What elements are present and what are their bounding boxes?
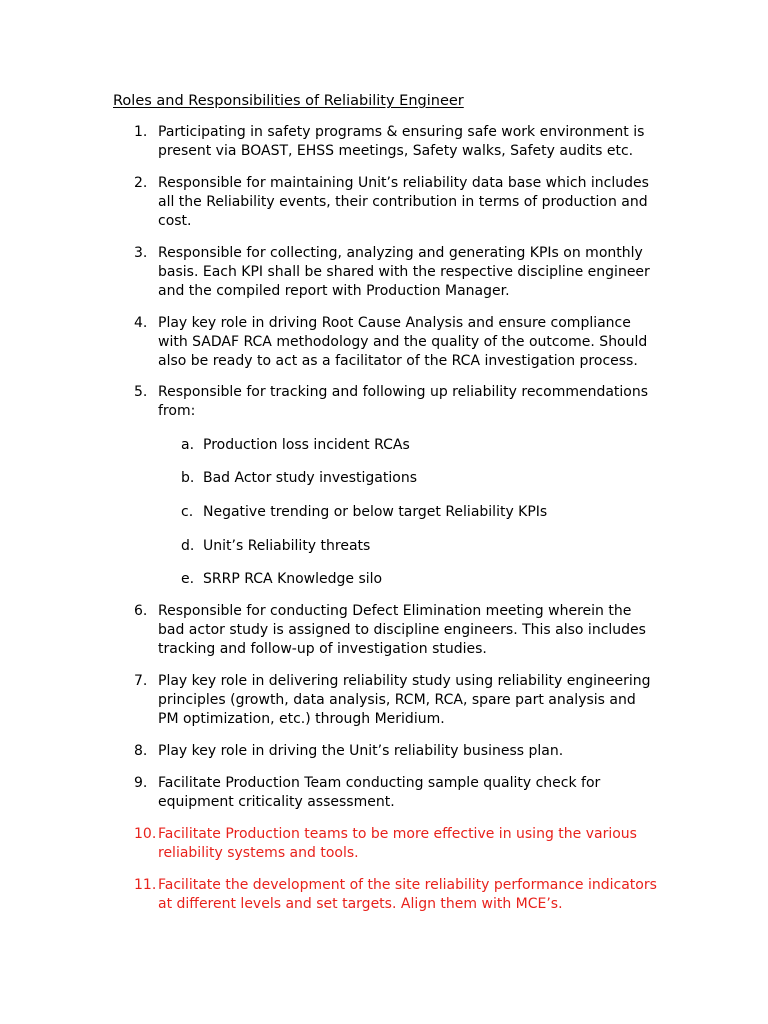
list-item-number: 1.: [134, 124, 148, 140]
sub-list-item-text: Unit’s Reliability threats: [203, 538, 371, 554]
list-item-number: 8.: [134, 743, 148, 759]
list-item-number: 5.: [134, 384, 148, 400]
list-item-number: 11.: [134, 877, 157, 893]
sub-list-item-letter: b.: [181, 470, 195, 486]
sub-list-item-letter: e.: [181, 571, 195, 587]
list-item-text: Play key role in driving the Unit’s reliability business plan.: [158, 743, 564, 759]
list-item-text: Play key role in driving Root Cause Analysis and ensure compliance with SADAF RCA methodology and the quality of the outcome. Should also be ready to act as a facilitator of the RCA investigation process.: [158, 315, 648, 369]
list-item-text: Facilitate the development of the site reliability performance indicators at different levels and set targets. Align them with MCE’s.: [158, 877, 657, 912]
list-item-number: 7.: [134, 673, 148, 689]
list-item-text: Responsible for tracking and following up reliability recommendations from:: [158, 384, 649, 419]
list-item-text: Facilitate Production teams to be more effective in using the various reliability systems and tools.: [158, 826, 637, 861]
list-item-text: Participating in safety programs & ensuring safe work environment is present via BOAST, EHSS meetings, Safety walks, Safety audits etc.: [158, 124, 645, 159]
sub-list-item-letter: a.: [181, 437, 195, 453]
list-item-number: 2.: [134, 175, 148, 191]
document-title: Roles and Responsibilities of Reliability Engineer: [113, 93, 464, 109]
list-item-text: Responsible for maintaining Unit’s reliability data base which includes all the Reliability events, their contribution in terms of production and cost.: [158, 175, 649, 229]
sub-list-item-text: Bad Actor study investigations: [203, 470, 417, 486]
sub-list-item-text: Negative trending or below target Reliability KPIs: [203, 504, 548, 520]
list-item-text: Responsible for collecting, analyzing and generating KPIs on monthly basis. Each KPI shall be shared with the respective discipline engineer and the compiled report with Production Manager.: [158, 245, 650, 299]
list-item-number: 9.: [134, 775, 148, 791]
list-item-number: 10.: [134, 826, 157, 842]
list-item-number: 3.: [134, 245, 148, 261]
sub-list-item-text: Production loss incident RCAs: [203, 437, 410, 453]
sub-list-item-text: SRRP RCA Knowledge silo: [203, 571, 383, 587]
list-item-text: Responsible for conducting Defect Elimination meeting wherein the bad actor study is assigned to discipline engineers. This also includes tracking and follow-up of investigation studies.: [158, 603, 646, 657]
list-item-text: Facilitate Production Team conducting sample quality check for equipment criticality assessment.: [158, 775, 601, 810]
sub-list-item-letter: d.: [181, 538, 195, 554]
sub-list-item-letter: c.: [181, 504, 194, 520]
list-item-text: Play key role in delivering reliability study using reliability engineering principles (growth, data analysis, RCM, RCA, spare part analysis and PM optimization, etc.) through Meridium.: [158, 673, 651, 727]
list-item-number: 6.: [134, 603, 148, 619]
list-item-number: 4.: [134, 315, 148, 331]
